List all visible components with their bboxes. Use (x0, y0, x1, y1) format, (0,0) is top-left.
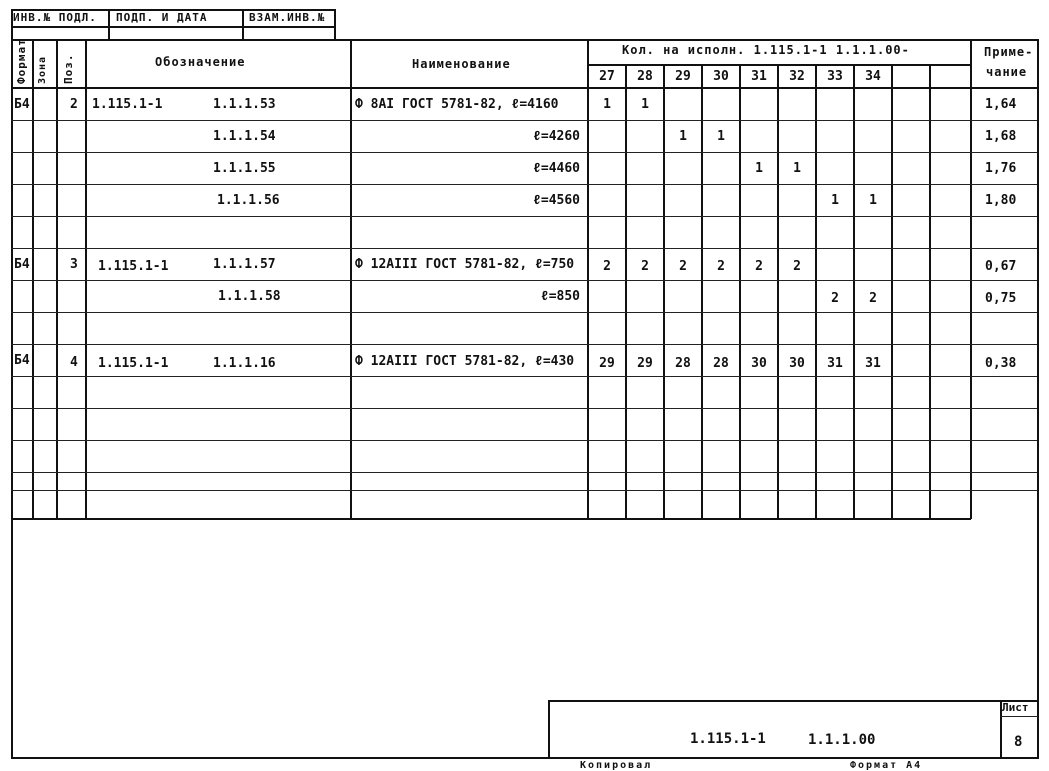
variant-col-8: 34 (865, 69, 881, 84)
inv-podl-label: ИНВ.№ ПОДЛ. (13, 11, 97, 24)
row-designation-part: 1.1.1.54 (213, 129, 276, 144)
row-qty: 1 (831, 193, 839, 208)
row-qty: 1 (603, 97, 611, 112)
row-qty: 1 (869, 193, 877, 208)
row-name: ℓ=4560 (533, 193, 580, 208)
row-designation-part: 1.1.1.55 (213, 161, 276, 176)
row-name: Ф 12АIII ГОСТ 5781-82, ℓ=750 (355, 257, 575, 272)
row-designation-part: 1.1.1.16 (213, 356, 276, 371)
row-name: ℓ=4460 (533, 161, 580, 176)
row-note: 1,76 (985, 161, 1017, 176)
doc-number: 1.115.1-1 (690, 731, 766, 747)
row-qty: 2 (831, 291, 839, 306)
header-qty: Кол. на исполн. 1.115.1-1 1.1.1.00- (622, 43, 910, 57)
row-name: Ф 12АIII ГОСТ 5781-82, ℓ=430 (355, 354, 575, 369)
row-qty: 2 (755, 259, 763, 274)
row-designation-part: 1.1.1.56 (217, 193, 280, 208)
row-qty: 1 (717, 129, 725, 144)
row-name: ℓ=4260 (533, 129, 580, 144)
row-note: 1,80 (985, 193, 1017, 208)
row-qty: 2 (603, 259, 611, 274)
row-format: Б4 (14, 97, 30, 112)
row-note: 1,64 (985, 97, 1017, 112)
row-pos: 3 (70, 257, 78, 272)
row-qty: 1 (679, 129, 687, 144)
row-designation-part: 1.1.1.53 (213, 97, 276, 112)
row-format: Б4 (14, 353, 30, 368)
header-note-line2: чание (986, 65, 1028, 79)
row-name: ℓ=850 (540, 289, 580, 304)
row-format: Б4 (14, 257, 30, 272)
header-name: Наименование (412, 57, 511, 71)
row-qty: 30 (789, 356, 805, 371)
header-format: Формат (15, 38, 28, 84)
variant-col-4: 30 (713, 69, 729, 84)
variant-col-5: 31 (751, 69, 767, 84)
row-qty: 1 (793, 161, 801, 176)
row-pos: 4 (70, 355, 78, 370)
copied-label: Копировал (580, 760, 653, 771)
row-qty: 2 (717, 259, 725, 274)
header-note-line1: Приме- (984, 45, 1034, 59)
row-note: 0,75 (985, 291, 1017, 306)
row-qty: 31 (827, 356, 843, 371)
vzam-inv-label: ВЗАМ.ИНВ.№ (249, 11, 326, 24)
header-pos: Поз. (62, 53, 75, 84)
row-qty: 29 (637, 356, 653, 371)
sheet-label: Лист (1002, 701, 1029, 714)
variant-col-6: 32 (789, 69, 805, 84)
row-qty: 31 (865, 356, 881, 371)
variant-col-7: 33 (827, 69, 843, 84)
row-note: 0,38 (985, 356, 1017, 371)
variant-col-2: 28 (637, 69, 653, 84)
row-designation-doc: 1.115.1-1 (98, 356, 169, 371)
row-qty: 1 (755, 161, 763, 176)
format-label: Формат А4 (850, 760, 923, 771)
row-qty: 28 (675, 356, 691, 371)
row-qty: 1 (641, 97, 649, 112)
row-qty: 2 (793, 259, 801, 274)
header-designation: Обозначение (155, 55, 246, 69)
row-name: Ф 8АI ГОСТ 5781-82, ℓ=4160 (355, 97, 559, 112)
row-designation-doc: 1.115.1-1 (92, 97, 163, 112)
row-designation-part: 1.1.1.57 (213, 257, 276, 272)
sheet-number: 8 (1014, 734, 1023, 750)
row-designation-doc: 1.115.1-1 (98, 259, 169, 274)
row-qty: 29 (599, 356, 615, 371)
row-qty: 2 (641, 259, 649, 274)
row-note: 1,68 (985, 129, 1017, 144)
podp-data-label: ПОДП. И ДАТА (116, 11, 208, 24)
variant-col-1: 27 (599, 69, 615, 84)
header-zone: Зона (37, 55, 48, 84)
row-note: 0,67 (985, 259, 1017, 274)
row-pos: 2 (70, 97, 78, 112)
variant-col-3: 29 (675, 69, 691, 84)
row-qty: 2 (679, 259, 687, 274)
row-designation-part: 1.1.1.58 (218, 289, 281, 304)
row-qty: 28 (713, 356, 729, 371)
row-qty: 30 (751, 356, 767, 371)
doc-part: 1.1.1.00 (808, 732, 876, 748)
row-qty: 2 (869, 291, 877, 306)
